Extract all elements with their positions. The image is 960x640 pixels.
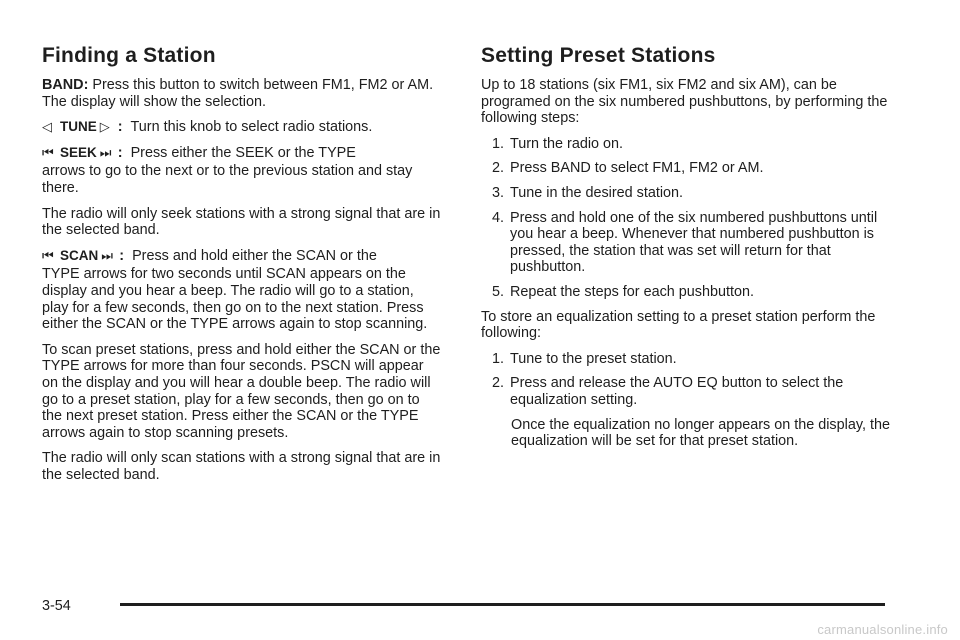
scan-previous-icon: ⏮: [42, 247, 54, 263]
band-paragraph: [42, 77, 442, 110]
left-column: [42, 44, 442, 492]
scan-text-continued: TYPE arrows for two seconds until SCAN appears on the display and you hear a beep. The radio will go to a station, play for a few seconds, then go on to the next station. Press either the SCAN or the TYPE arrows again to stop scanning.: [42, 266, 428, 333]
list-item: 2. Press and release the AUTO EQ button to select the equalization setting.: [491, 375, 844, 408]
scan-next-icon: ⏭: [101, 247, 113, 263]
right-column: [481, 44, 901, 459]
scan-line: [42, 248, 442, 265]
tune-left-arrow-icon: ◁: [42, 119, 52, 135]
seek-label: SEEK: [60, 144, 97, 160]
tune-label: TUNE: [60, 119, 97, 135]
preset-stations-heading: Setting Preset Stations: [481, 44, 716, 67]
preset-steps-list: [481, 136, 901, 301]
seek-note: The radio will only seek stations with a strong signal that are in the selected band.: [42, 205, 441, 239]
band-text: Press this button to switch between FM1, FM2 or AM. The display will show the selection.: [42, 77, 434, 110]
scan-colon: :: [119, 247, 125, 264]
seek-line: [42, 145, 442, 162]
footer-divider: [120, 603, 885, 606]
tune-right-arrow-icon: ▷: [99, 119, 110, 135]
finding-station-heading: Finding a Station: [42, 44, 216, 67]
equalization-note: Once the equalization no longer appears on the display, the equalization will be set for that preset station.: [511, 416, 890, 450]
seek-text-continued: arrows to go to the next or to the previous station and stay there.: [42, 163, 413, 196]
scan-label: SCAN: [60, 247, 99, 263]
list-item: 3. Tune in the desired station.: [491, 184, 684, 201]
list-item: 1. Tune to the preset station.: [491, 350, 677, 367]
list-item: 4. Press and hold one of the six numbered pushbuttons until you hear a beep. Whenever that numbered pushbutton is pressed, the station that was set will return for that pushbutton.: [491, 209, 878, 276]
list-item: 5. Repeat the steps for each pushbutton.: [491, 283, 755, 300]
equalization-intro: To store an equalization setting to a preset station perform the following:: [481, 308, 876, 342]
tune-text: Turn this knob to select radio stations.: [130, 119, 373, 136]
seek-previous-icon: ⏮: [42, 144, 54, 160]
band-label: BAND:: [42, 77, 89, 93]
page-number: 3-54: [42, 598, 71, 614]
list-item: 2. Press BAND to select FM1, FM2 or AM.: [491, 160, 764, 177]
seek-text-inline: Press either the SEEK or the TYPE: [130, 144, 356, 161]
seek-colon: :: [117, 144, 123, 161]
tune-colon: :: [117, 119, 123, 136]
watermark-brand: carmanualsonline.info: [817, 622, 948, 637]
list-item: 1. Turn the radio on.: [491, 135, 624, 152]
tune-line: [42, 119, 442, 136]
scan-note: The radio will only scan stations with a strong signal that are in the selected band.: [42, 450, 441, 483]
preset-intro: Up to 18 stations (six FM1, six FM2 and six AM), can be programed on the six numbered pushbuttons, by performing the following steps:: [481, 77, 888, 127]
scan-preset-paragraph: To scan preset stations, press and hold either the SCAN or the TYPE arrows for more than four seconds. PSCN will appear on the display and you will hear a double beep. The radio will go to a preset station, play for a few seconds, then go on to the next preset station. Press either the SCAN or the TYPE arrows again to stop scanning presets.: [42, 341, 441, 441]
scan-text-inline: Press and hold either the SCAN or the: [132, 247, 377, 264]
seek-next-icon: ⏭: [99, 144, 112, 160]
equalization-steps-list: [481, 351, 901, 409]
